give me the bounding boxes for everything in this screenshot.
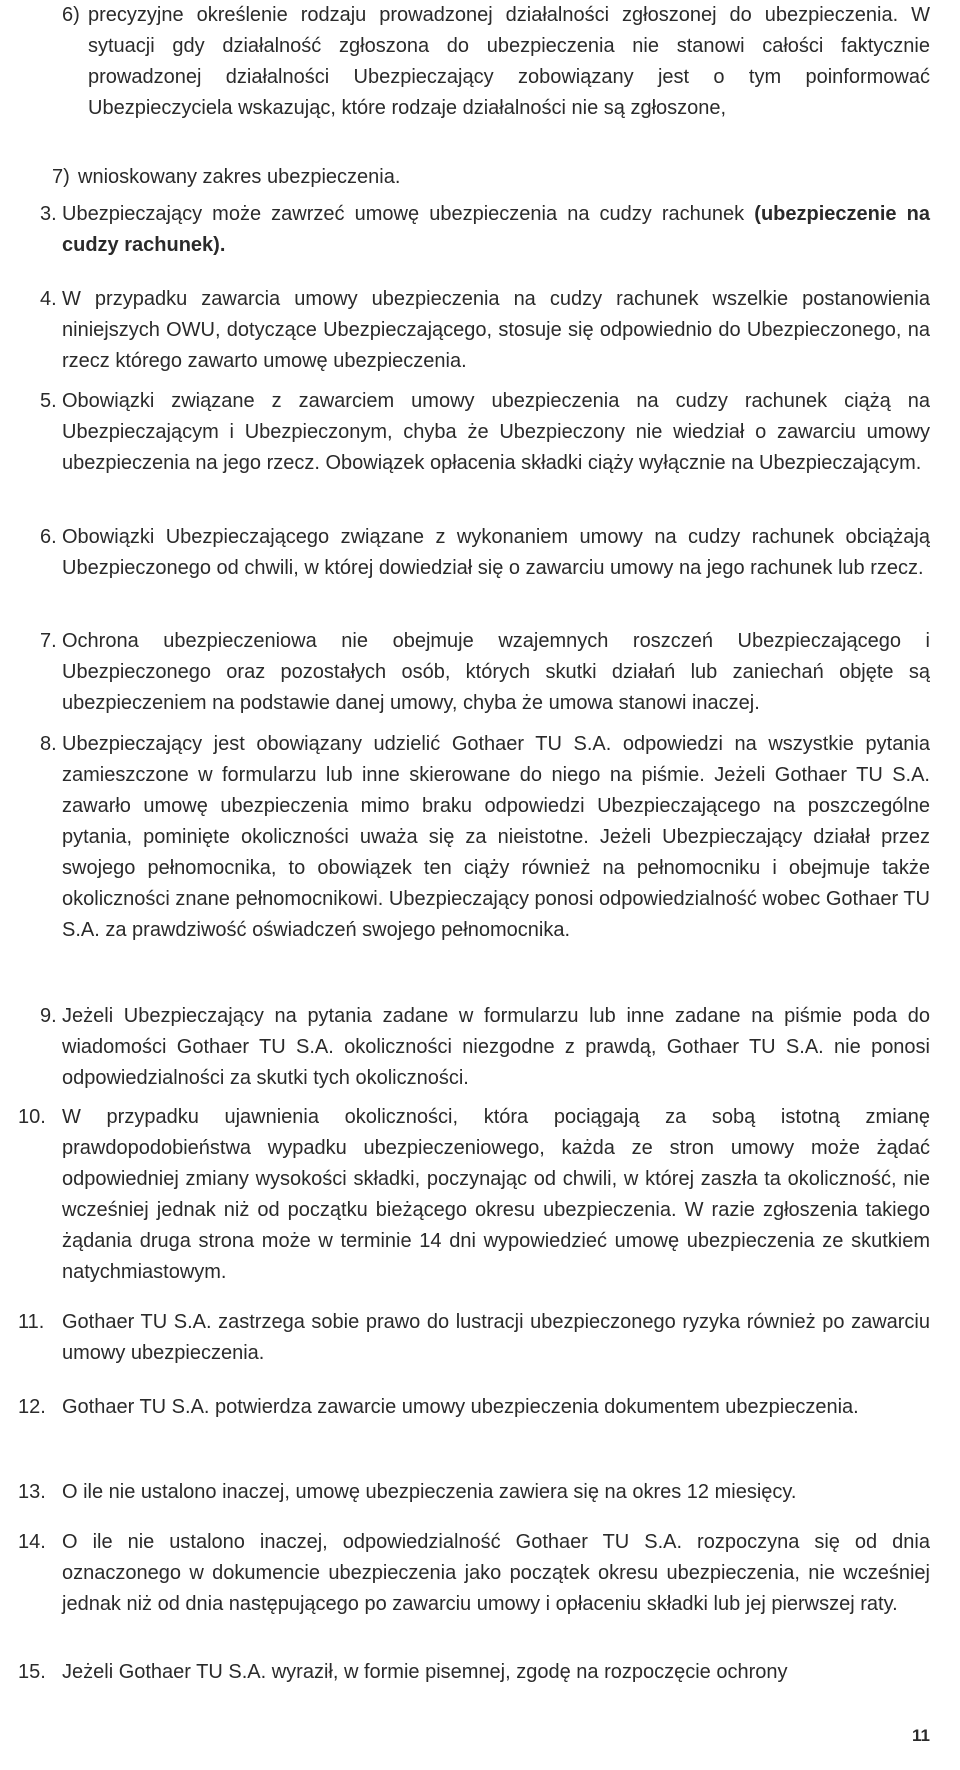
list-item-text: Jeżeli Gothaer TU S.A. wyraził, w formie pisemnej, zgodę na rozpoczęcie ochrony (62, 1661, 788, 1683)
list-item-6 (40, 522, 930, 584)
list-item-8 (40, 729, 930, 946)
list-item-15 (18, 1657, 930, 1688)
list-item-5 (40, 386, 930, 479)
list-item-text: W przypadku ujawnienia okoliczności, która pociągają za sobą istotną zmianę prawdopodobieństwa wypadku ubezpieczeniowego, każda ze stron umowy może żądać odpowiedniej zmiany wysokości składki, poczynając od chwili, w której zaszła ta okoliczność, nie wcześniej jednak niż od początku bieżącego okresu ubezpieczenia. W razie zgłoszenia takiego żądania druga strona może w terminie 14 dni wypowiedzieć umowę ubezpieczenia ze skutkiem natychmiastowym. (62, 1106, 930, 1283)
list-item-number: 6) (62, 4, 80, 26)
list-item-4 (40, 284, 930, 377)
list-item-number: 10. (18, 1106, 46, 1128)
list-item-number: 5. (40, 390, 57, 412)
list-item-number: 6. (40, 526, 57, 548)
list-item-number: 8. (40, 733, 57, 755)
list-item-sub-7 (52, 162, 930, 193)
list-item-14 (18, 1527, 930, 1620)
list-item-text: Gothaer TU S.A. zastrzega sobie prawo do lustracji ubezpieczonego ryzyka również po zawarciu umowy ubezpieczenia. (62, 1311, 930, 1364)
list-item-text-wrap (62, 199, 930, 261)
list-item-number: 9. (40, 1005, 57, 1027)
list-item-text: Gothaer TU S.A. potwierdza zawarcie umowy ubezpieczenia dokumentem ubezpieczenia. (62, 1396, 859, 1418)
list-item-number: 7. (40, 630, 57, 652)
list-item-number: 4. (40, 288, 57, 310)
list-item-number: 7) (52, 166, 70, 188)
list-item-text: precyzyjne określenie rodzaju prowadzonej działalności zgłoszonej do ubezpieczenia. W sytuacji gdy działalność zgłoszona do ubezpieczenia nie stanowi całości faktycznie prowadzonej działalności Ubezpieczający zobowiązany jest o tym poinformować Ubezpieczyciela wskazując, które rodzaje działalności nie są zgłoszone, (88, 4, 930, 119)
list-item-text: Jeżeli Ubezpieczający na pytania zadane w formularzu lub inne zadane na piśmie poda do wiadomości Gothaer TU S.A. okoliczności niezgodne z prawdą, Gothaer TU S.A. nie ponosi odpowiedzialności za skutki tych okoliczności. (62, 1005, 930, 1089)
list-item-number: 15. (18, 1661, 46, 1683)
list-item-text: Ochrona ubezpieczeniowa nie obejmuje wzajemnych roszczeń Ubezpieczającego i Ubezpieczonego oraz pozostałych osób, których skutki działań lub zaniechań objęte są ubezpieczeniem na podstawie danej umowy, chyba że umowa stanowi inaczej. (62, 630, 930, 714)
list-item-number: 13. (18, 1481, 46, 1503)
list-item-10 (18, 1102, 930, 1288)
list-item-11 (18, 1307, 930, 1369)
list-item-7 (40, 626, 930, 719)
page-number: 11 (912, 1726, 930, 1745)
list-item-9 (40, 1001, 930, 1094)
list-item-number: 12. (18, 1396, 46, 1418)
list-item-text: wnioskowany zakres ubezpieczenia. (78, 166, 401, 188)
list-item-number: 11. (18, 1311, 45, 1333)
list-item-text: Obowiązki związane z zawarciem umowy ubezpieczenia na cudzy rachunek ciążą na Ubezpieczającym i Ubezpieczonym, chyba że Ubezpieczony nie wiedział o zawarciu umowy ubezpieczenia na jego rzecz. Obowiązek opłacenia składki ciąży wyłącznie na Ubezpieczającym. (62, 390, 930, 474)
list-item-bold-text: (ubezpieczenie na cudzy rachunek). (62, 203, 930, 256)
list-item-sub-6 (62, 0, 930, 124)
list-item-text: Ubezpieczający może zawrzeć umowę ubezpieczenia na cudzy rachunek (62, 203, 745, 225)
list-item-12 (18, 1392, 930, 1423)
list-item-3 (40, 199, 930, 261)
list-item-text: O ile nie ustalono inaczej, umowę ubezpieczenia zawiera się na okres 12 miesięcy. (62, 1481, 797, 1503)
list-item-number: 14. (18, 1531, 46, 1553)
list-item-text: Obowiązki Ubezpieczającego związane z wykonaniem umowy na cudzy rachunek obciążają Ubezpieczonego od chwili, w której dowiedział się o zawarciu umowy na jego rachunek lub rzecz. (62, 526, 930, 579)
list-item-text: Ubezpieczający jest obowiązany udzielić Gothaer TU S.A. odpowiedzi na wszystkie pytania zamieszczone w formularzu lub inne skierowane do niego na piśmie. Jeżeli Gothaer TU S.A. zawarło umowę ubezpieczenia mimo braku odpowiedzi Ubezpieczającego na poszczególne pytania, pominięte okoliczności uważa się za nieistotne. Jeżeli Ubezpieczający działał przez swojego pełnomocnika, to obowiązek ten ciąży również na pełnomocniku i obejmuje także okoliczności znane pełnomocnikowi. Ubezpieczający ponosi odpowiedzialność wobec Gothaer TU S.A. za prawdziwość oświadczeń swojego pełnomocnika. (62, 733, 930, 941)
list-item-13 (18, 1477, 930, 1508)
list-item-text: W przypadku zawarcia umowy ubezpieczenia na cudzy rachunek wszelkie postanowienia niniejszych OWU, dotyczące Ubezpieczającego, stosuje się odpowiednio do Ubezpieczonego, na rzecz którego zawarto umowę ubezpieczenia. (62, 288, 930, 372)
list-item-text: O ile nie ustalono inaczej, odpowiedzialność Gothaer TU S.A. rozpoczyna się od dnia oznaczonego w dokumencie ubezpieczenia jako początek okresu ubezpieczenia, nie wcześniej jednak niż od dnia następującego po zawarciu umowy i opłaceniu składki lub jej pierwszej raty. (62, 1531, 930, 1615)
list-item-number: 3. (40, 203, 57, 225)
